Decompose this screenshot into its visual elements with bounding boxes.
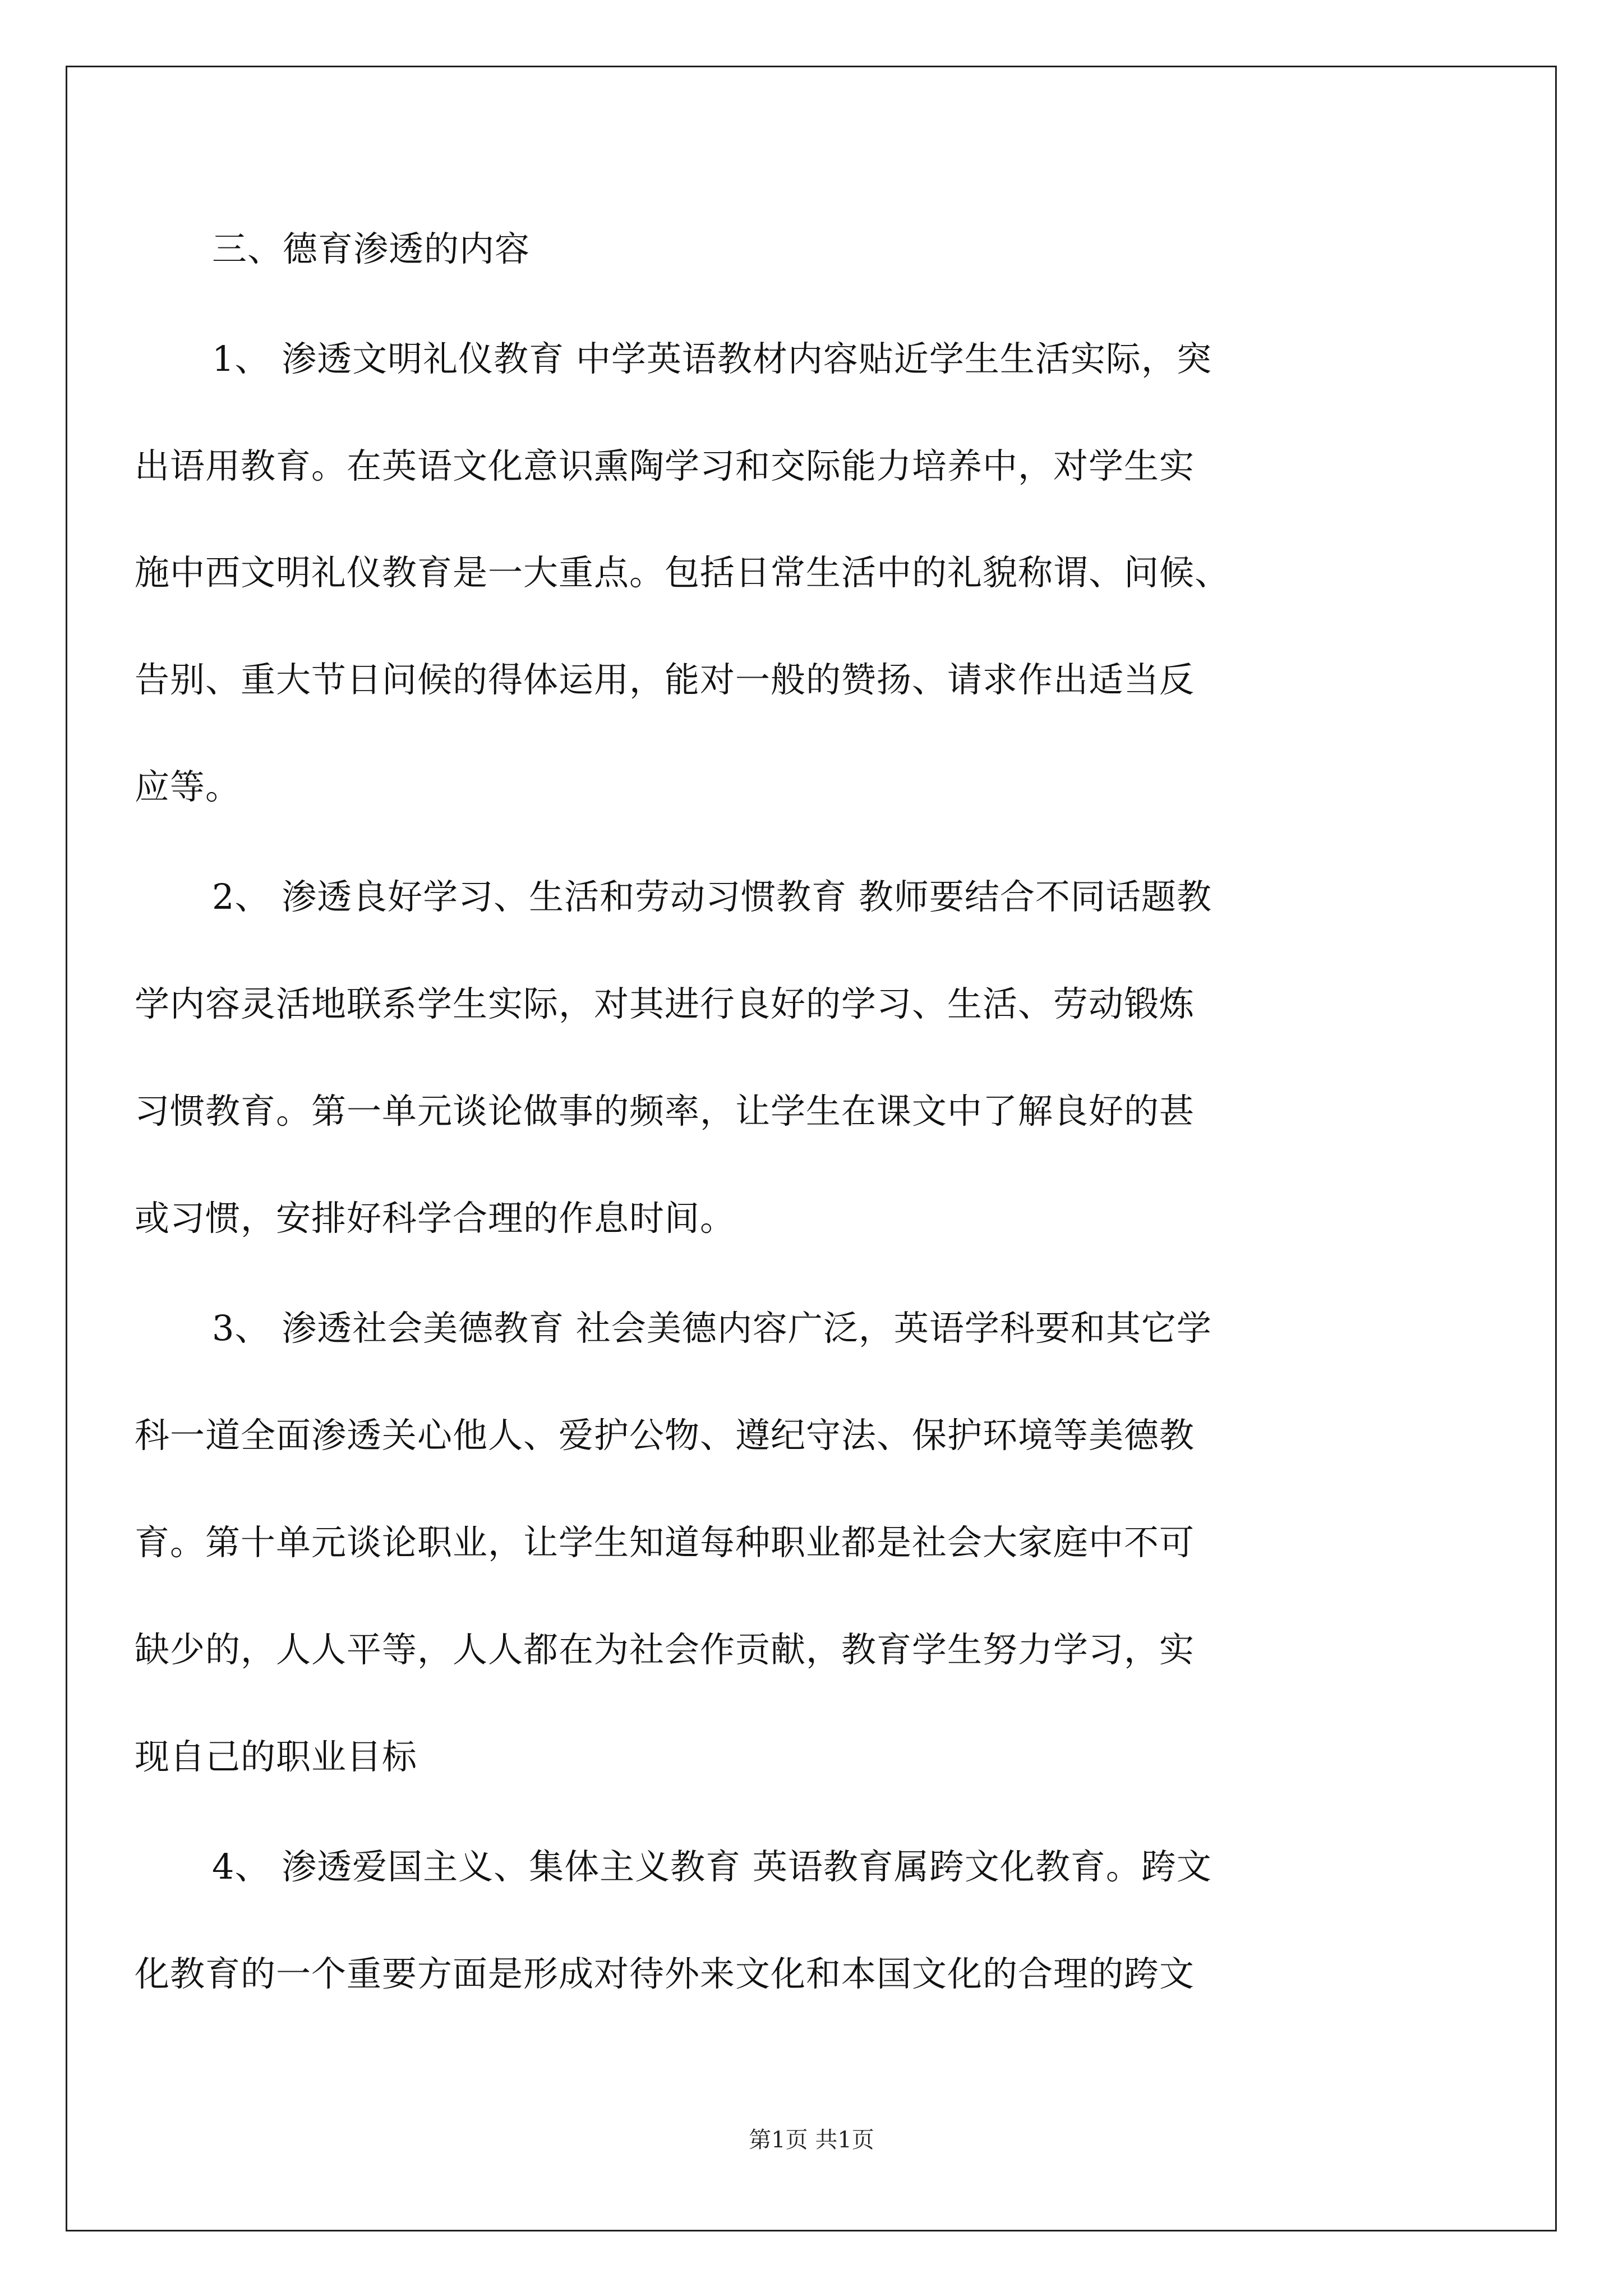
paragraph-3-line-2: 科一道全面渗透关心他人、爱护公物、遵纪守法、保护环境等美德教 (135, 1415, 1195, 1456)
paragraph-3-line-3: 育。第十单元谈论职业，让学生知道每种职业都是社会大家庭中不可 (135, 1522, 1195, 1563)
paragraph-1-line-1: 1、 渗透文明礼仪教育 中学英语教材内容贴近学生生活实际，突 (212, 338, 1212, 379)
paragraph-2-line-4: 或习惯，安排好科学合理的作息时间。 (135, 1198, 736, 1239)
paragraph-3-line-5: 现自己的职业目标 (135, 1736, 418, 1777)
paragraph-2-line-2: 学内容灵活地联系学生实际，对其进行良好的学习、生活、劳动锻炼 (135, 983, 1195, 1024)
section-heading: 三、德育渗透的内容 (212, 228, 531, 269)
paragraph-3-line-4: 缺少的，人人平等，人人都在为社会作贡献，教育学生努力学习，实 (135, 1629, 1195, 1670)
paragraph-3-line-1: 3、 渗透社会美德教育 社会美德内容广泛，英语学科要和其它学 (212, 1308, 1212, 1349)
page-footer: 第1页 共1页 (749, 2127, 874, 2153)
paragraph-4-line-1: 4、 渗透爱国主义、集体主义教育 英语教育属跨文化教育。跨文 (212, 1846, 1212, 1887)
paragraph-1-line-2: 出语用教育。在英语文化意识熏陶学习和交际能力培养中，对学生实 (135, 445, 1195, 486)
page-border (66, 66, 1557, 2231)
paragraph-4-line-2: 化教育的一个重要方面是形成对待外来文化和本国文化的合理的跨文 (135, 1953, 1195, 1994)
paragraph-1-line-4: 告别、重大节日问候的得体运用，能对一般的赞扬、请求作出适当反 (135, 659, 1195, 700)
paragraph-1-line-3: 施中西文明礼仪教育是一大重点。包括日常生活中的礼貌称谓、问候、 (135, 552, 1230, 593)
paragraph-1-line-5: 应等。 (135, 766, 241, 807)
paragraph-2-line-3: 习惯教育。第一单元谈论做事的频率，让学生在课文中了解良好的甚 (135, 1091, 1195, 1131)
paragraph-2-line-1: 2、 渗透良好学习、生活和劳动习惯教育 教师要结合不同话题教 (212, 876, 1212, 917)
